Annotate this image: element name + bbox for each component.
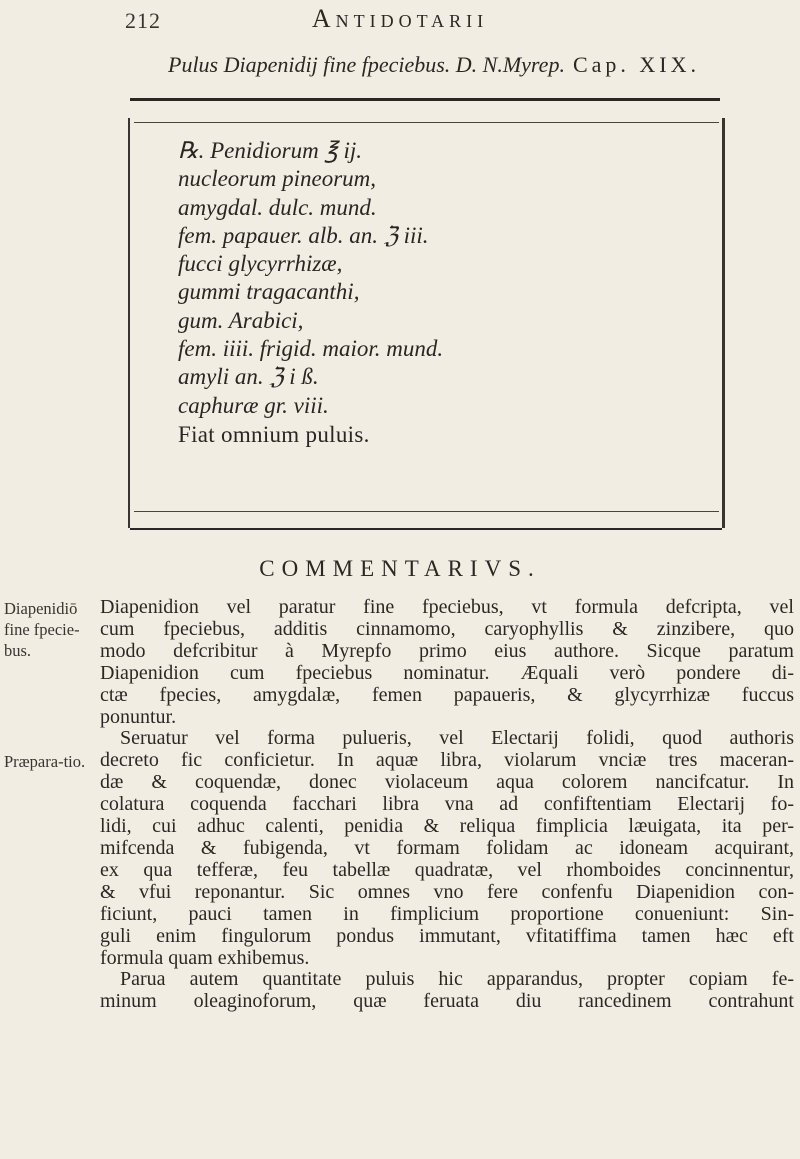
body-line: Diapenidion vel paratur fine fpeciebus, vt formula defcripta, vel: [100, 596, 794, 618]
running-head: Antidotarii: [311, 4, 489, 33]
body-line: ponuntur.: [100, 705, 177, 728]
bottom-rule: [130, 528, 722, 530]
commentary-body: [100, 597, 794, 1013]
body-line: lidi, cui adhuc calenti, penidia & reliqua fimplicia læuigata, ita per-: [100, 815, 794, 838]
recipe-line: amyli an. ℨ i ß.: [178, 364, 319, 390]
page-number: 212: [125, 8, 161, 33]
subheading: [168, 52, 778, 78]
recipe-line: caphuræ gr. viii.: [178, 392, 329, 418]
body-line: modo defcribitur à Myrepfo primo eius authore. Sicque paratum: [100, 639, 794, 662]
chapter-number: Cap. XIX.: [572, 52, 700, 77]
top-rule: [130, 98, 720, 101]
body-line: colatura coquenda facchari libra vna ad confiftentiam Electarij fo-: [100, 793, 794, 816]
body-line: guli enim fingulorum pondus immutant, vfitatiffima tamen hæc eft: [100, 924, 794, 947]
body-line: mifcenda & fubigenda, vt formam folidam ac idoneam acquirant,: [100, 836, 794, 859]
body-line: decreto fic conficietur. In aquæ libra, violarum vnciæ tres maceran-: [100, 749, 794, 772]
commentary-title: COMMENTARIVS.: [259, 556, 541, 581]
recipe-line: fem. papauer. alb. an. ℨ iii.: [178, 222, 429, 248]
body-line: Diapenidion cum fpeciebus nominatur. Æquali verò pondere di-: [100, 661, 794, 684]
subheading-text: Pulus Diapenidij fine fpeciebus. D. N.Myrep.: [168, 52, 565, 77]
body-line: Seruatur vel forma pulueris, vel Electarij folidi, quod authoris: [120, 727, 794, 750]
body-line: Parua autem quantitate puluis hic apparandus, propter copiam fe-: [120, 968, 794, 991]
recipe-line: gummi tragacanthi,: [178, 279, 360, 305]
body-line: dæ & coquendæ, donec violaceum aqua colorem nancifcatur. In: [100, 771, 794, 794]
recipe-line: fem. iiii. frigid. maior. mund.: [178, 336, 444, 362]
body-line: ctæ fpecies, amygdalæ, femen papaueris, & glycyrrhizæ fuccus: [100, 683, 794, 706]
recipe-line: gum. Arabici,: [178, 307, 304, 333]
body-line: cum fpeciebus, additis cinnamomo, caryophyllis & zinzibere, quo: [100, 617, 794, 640]
body-line: & vfui reponantur. Sic omnes vno fere confenfu Diapenidion con-: [100, 880, 794, 903]
recipe-line: ℞. Penidiorum ℥ ij.: [178, 138, 363, 163]
recipe-line: nucleorum pineorum,: [178, 166, 377, 192]
recipe-line: amygdal. dulc. mund.: [178, 194, 377, 220]
body-line: minum oleaginoforum, quæ feruata diu rancedinem contrahunt: [100, 990, 794, 1013]
recipe-box-inner-bottom-rule: [134, 511, 719, 512]
margin-note: Diapenidiō fine fpecie-bus.: [4, 599, 80, 660]
body-line: formula quam exhibemus.: [100, 946, 310, 969]
recipe-box-inner-top-rule: [134, 122, 719, 123]
recipe: [178, 137, 618, 450]
recipe-line: fucci glycyrrhizæ,: [178, 251, 343, 277]
margin-note: Præpara-tio.: [4, 752, 86, 771]
body-line: ficiunt, pauci tamen in fimplicium proportione conueniunt: Sin-: [100, 902, 794, 925]
recipe-closing: Fiat omnium puluis.: [178, 421, 370, 447]
body-line: ex qua tefferæ, feu tabellæ quadratæ, vel rhomboides concinnentur,: [100, 858, 794, 881]
